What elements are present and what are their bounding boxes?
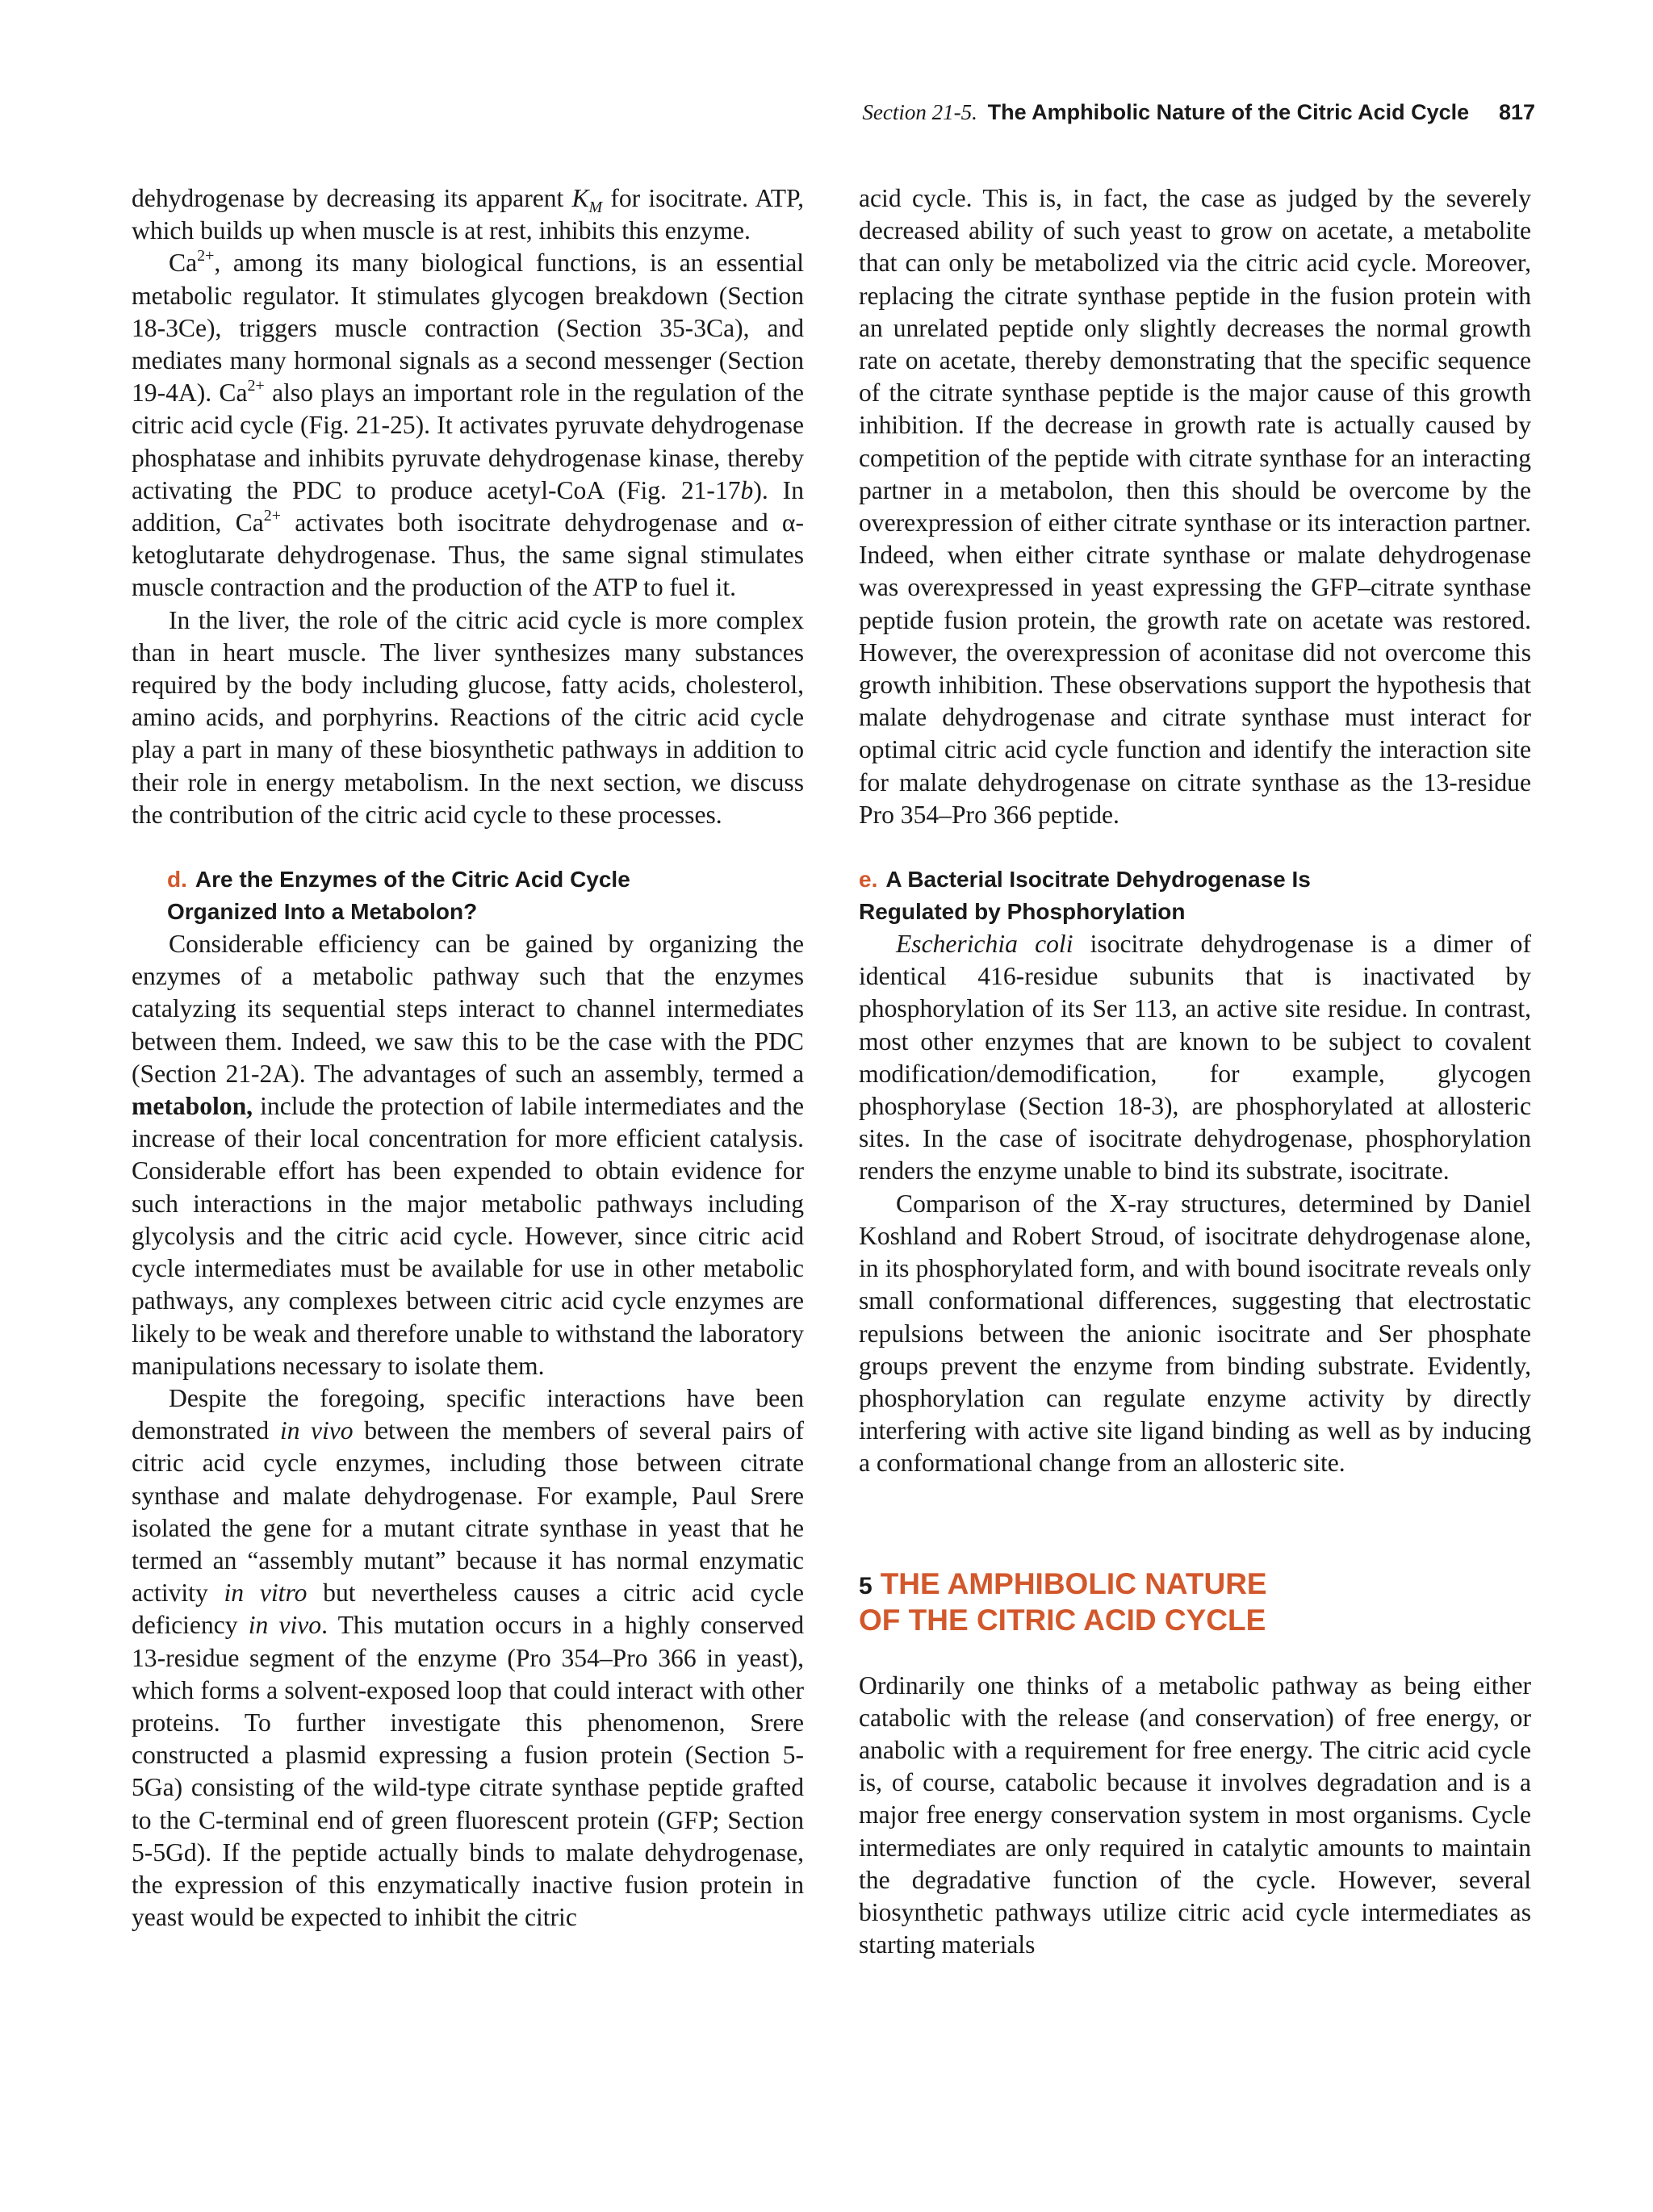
paragraph: Despite the foregoing, specific interactions have been demonstrated in vivo between the members of several pairs of citric acid cycle enzymes, including those between citrate synthase and malate dehydrogenase. For example, Paul Srere isolated the gene for a mutant citrate synthase in yeast that he termed an “assembly mutant” because it has normal enzymatic activity in vitro but nevertheless causes a citric acid cycle deficiency in vivo. This mutation occurs in a highly conserved 13-residue segment of the enzyme (Pro 354–Pro 366 in yeast), which forms a solvent-exposed loop that could interact with other proteins. To further investigate this phenomenon, Srere constructed a plasmid expressing a fusion protein (Section 5-5Ga) consisting of the wild-type citrate synthase peptide grafted to the C-terminal end of green fluorescent protein (GFP; Section 5-5Gd). If the peptide actually binds to malate dehydrogenase, the expression of this enzymatically inactive fusion protein in yeast would be expected to inhibit the citric xyxy=(132,1383,804,1932)
header-title: The Amphibolic Nature of the Citric Acid Cycle xyxy=(987,100,1470,124)
paragraph: Escherichia coli isocitrate dehydrogenase is a dimer of identical 416-residue subunits that is inactivated by phosphorylation of its Ser 113, an active site residue. In contrast, most other enzymes that are known to be subject to covalent modification/demodification, for example, glycogen phosphorylase (Section 18-3), are phosphorylated at allosteric sites. In the case of isocitrate dehydrogenase, phosphorylation renders the enzyme unable to bind its substrate, isocitrate. xyxy=(859,930,1531,1185)
paragraph: Considerable efficiency can be gained by organizing the enzymes of a metabolic pathway such that the enzymes catalyzing its sequential steps interact to channel intermediates between them. Indeed, we saw this to be the case with the PDC (Section 21-2A). The advantages of such an assembly, termed a metabolon, include the protection of labile intermediates and the increase of their local concentration for more efficient catalysis. Considerable effort has been expended to obtain evidence for such interactions in the major metabolic pathways including glycolysis and the citric acid cycle. However, since citric acid cycle intermediates must be available for use in other metabolic pathways, any complexes between citric acid cycle enzymes are likely to be weak and therefore unable to withstand the laboratory manipulations necessary to isolate them. xyxy=(132,930,804,1380)
section-heading: 5 THE AMPHIBOLIC NATURE OF THE CITRIC ACID CYCLE xyxy=(859,1566,1267,1637)
paragraph: Ordinarily one thinks of a metabolic pathway as being either catabolic with the release (and conservation) of free energy, or anabolic with a requirement for free energy. The citric acid cycle is, of course, catabolic because it involves degradation and is a major free energy conservation system in most organisms. Cycle intermediates are only required in catalytic amounts to maintain the degradative function of the cycle. However, several biosynthetic pathways utilize citric acid cycle intermediates as starting materials xyxy=(859,1670,1531,1959)
subsection-heading-e: e. A Bacterial Isocitrate Dehydrogenase Is Regulated by Phosphorylation xyxy=(859,867,1311,925)
paragraph: dehydrogenase by decreasing its apparent $K_M$ for isocitrate. ATP, which builds up when muscle is at rest, inhibits this enzyme. xyxy=(132,184,804,245)
paragraph: In the liver, the role of the citric acid cycle is more complex than in heart muscle. The liver synthesizes many substances required by the body including glucose, fatty acids, cholesterol, amino acids, and porphyrins. Reactions of the citric acid cycle play a part in many of these biosynthetic pathways in addition to their role in energy metabolism. In the next section, we discuss the contribution of the citric acid cycle to these processes. xyxy=(132,605,804,829)
left-column xyxy=(132,182,804,1934)
header-section: Section 21-5. xyxy=(862,100,977,124)
running-header xyxy=(118,100,1535,132)
paragraph: Comparison of the X-ray structures, determined by Daniel Koshland and Robert Stroud, of isocitrate dehydrogenase alone, in its phosphorylated form, and with bound isocitrate reveals only small conformational differences, suggesting that electrostatic repulsions between the anionic isocitrate and Ser phosphate groups prevent the enzyme from binding substrate. Evidently, phosphorylation can regulate enzyme activity by directly interfering with active site ligand binding as well as by inducing a conformational change from an allosteric site. xyxy=(859,1189,1531,1478)
right-column xyxy=(859,182,1531,1961)
paragraph: acid cycle. This is, in fact, the case as judged by the severely decreased ability of such yeast to grow on acetate, a metabolite that can only be metabolized via the citric acid cycle. Moreover, replacing the citrate synthase peptide in the fusion protein with an unrelated peptide only slightly decreases the normal growth rate on acetate, thereby demonstrating that the specific sequence of the citrate synthase peptide is the major cause of this growth inhibition. If the decrease in growth rate is actually caused by competition of the peptide with citrate synthase for an interacting partner in a metabolon, then this should be overcome by the overexpression of either citrate synthase or its interaction partner. Indeed, when either citrate synthase or malate dehydrogenase was overexpressed in yeast expressing the GFP–citrate synthase peptide fusion protein, the growth rate on acetate was restored. However, the overexpression of aconitase did not overcome this growth inhibition. These observations support the hypothesis that malate dehydrogenase and citrate synthase must interact for optimal citric acid cycle function and identify the interaction site for malate dehydrogenase on citrate synthase as the 13-residue Pro 354–Pro 366 peptide. xyxy=(859,184,1531,829)
paragraph: $Ca^{2+}$, among its many biological functions, is an essential metabolic regulator. It stimulates glycogen breakdown (Section 18-3Ce), triggers muscle contraction (Section 35-3Ca), and mediates many hormonal signals as a second messenger (Section 19-4A). $Ca^{2+}$ also plays an important role in the regulation of the citric acid cycle (Fig. 21-25). It activates pyruvate dehydrogenase phosphatase and inhibits pyruvate dehydrogenase kinase, thereby activating the PDC to produce acetyl-CoA (Fig. 21-17b). In addition, $Ca^{2+}$ activates both isocitrate dehydrogenase and α-ketoglutarate dehydrogenase. Thus, the same signal stimulates muscle contraction and the production of the ATP to fuel it. xyxy=(132,247,805,602)
page-number: 817 xyxy=(1498,100,1535,124)
subsection-heading-d: d. Are the Enzymes of the Citric Acid Cycle Organized Into a Metabolon? xyxy=(167,867,630,925)
